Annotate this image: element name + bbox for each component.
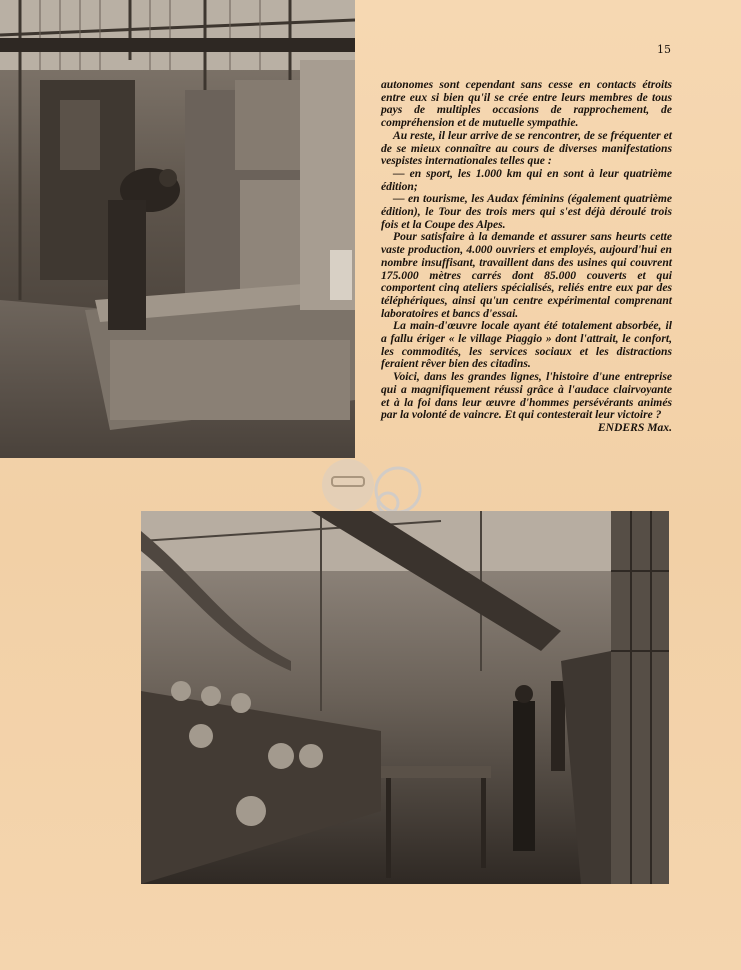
article-paragraph: Voici, dans les grandes lignes, l'histoire d'une entreprise qui a magnifiquement réussi grâce à l'audace clairvoyante et à la foi dans leur œuvre d'hommes persévérants animés par la volonté de vaincre. Et qui contesterait leur victoire ? [381, 370, 672, 422]
article-paragraph: — en tourisme, les Audax féminins (également quatrième édition), le Tour des trois mers qui s'est déjà déroulé trois fois et la Coupe des Alpes. [381, 192, 672, 231]
article-signature: ENDERS Max. [597, 420, 672, 434]
factory-machine-photo [0, 0, 355, 458]
article-paragraph: autonomes sont cependant sans cesse en contacts étroits entre eux si bien qu'il se crée entre leurs membres de tous pays de multiples occasions de rapprochement, de compréhension et de mutuelle sympathie. [381, 78, 672, 130]
page-number: 15 [657, 43, 671, 56]
assembly-workshop-illustration [141, 511, 669, 884]
article-paragraph: La main-d'œuvre locale ayant été totalement absorbée, il a fallu ériger « le village Piaggio » dont l'attrait, le confort, les commodités, les services sociaux et les distractions feraient rêver bien des citadins. [381, 319, 672, 371]
article-paragraph: Pour satisfaire à la demande et assurer sans heurts cette vaste production, 4.000 ouvriers et employés, aujourd'hui en nombre insuffisant, travaillent dans des usines qui couvrent 175.000 mètres carrés dont 85.000 couverts et qui comportent cinq ateliers spécialisés, reliés entre eux par des téléphériques, ainsi qu'un centre expérimental comprenant laboratoires et bancs d'essai. [381, 230, 672, 320]
article-text [381, 79, 672, 435]
article-paragraph: — en sport, les 1.000 km qui en sont à leur quatrième édition; [381, 166, 672, 193]
article-paragraph: Au reste, il leur arrive de se rencontrer, de se fréquenter et de se mieux connaître au cours de diverses manifestations vespistes internationales telles que : [381, 128, 672, 168]
factory-machine-illustration [0, 0, 355, 458]
assembly-workshop-photo [141, 511, 669, 884]
